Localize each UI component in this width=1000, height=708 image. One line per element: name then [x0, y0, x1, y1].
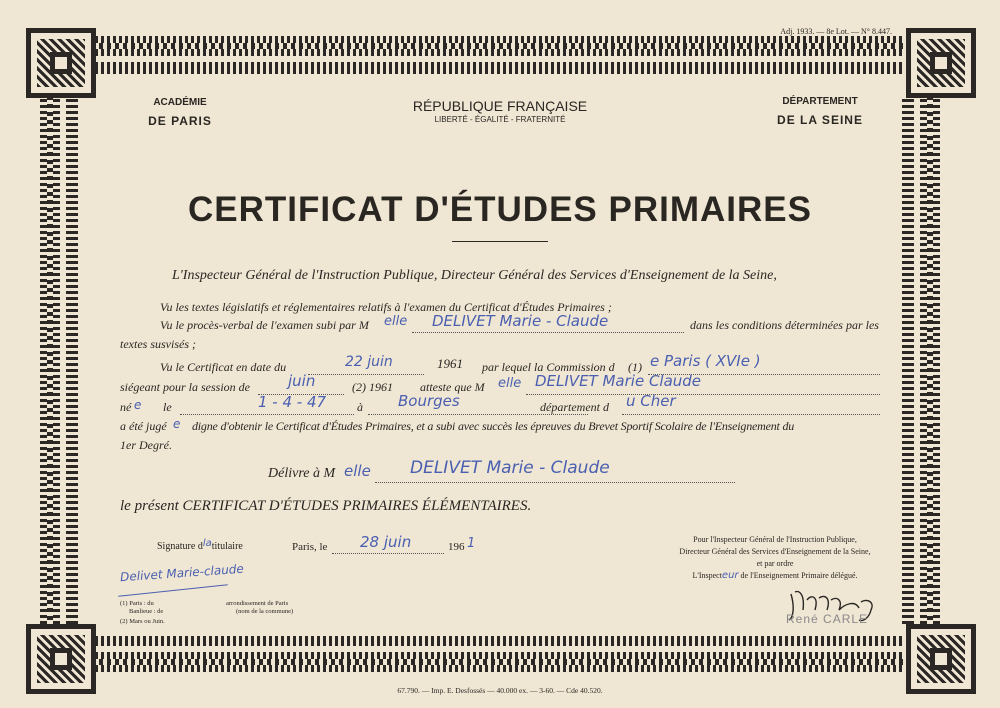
footnote-1a: (1) Paris : du [120, 600, 154, 607]
signature-label [157, 538, 243, 552]
dotline-date-cert [308, 374, 424, 375]
inspector-line-1: Pour l'Inspecteur Général de l'Instruction Publique, [693, 535, 857, 544]
degre-text: 1er Degré. [120, 438, 172, 452]
handwritten-paris-date: 28 juin [360, 533, 412, 551]
handwritten-departement: u Cher [626, 392, 676, 410]
dotline-birthdate [180, 414, 354, 415]
corner-ornament-top-left [26, 28, 96, 98]
vu-proces-verbal: Vu le procès-verbal de l'examen subi par M [160, 318, 369, 332]
republique-devise: LIBERTÉ - ÉGALITÉ - FRATERNITÉ [434, 115, 566, 124]
footnote-arrondissement [226, 600, 293, 616]
footnote-2: (2) Mars ou Juin. [120, 618, 165, 625]
handwritten-la: la [202, 538, 212, 549]
academie-line-2: DE PARIS [148, 114, 212, 128]
handwritten-birthplace: Bourges [398, 392, 460, 410]
handwritten-name-2: DELIVET Marie Claude [535, 372, 702, 390]
intro-text: L'Inspecteur Général de l'Instruction Publique, Directeur Général des Services d'Enseignement de la Seine, [172, 268, 777, 283]
departement-label [755, 96, 885, 127]
departement-line-1: DÉPARTEMENT [782, 96, 858, 107]
inspector-l4b: de l'Enseignement Primaire délégué. [740, 571, 858, 580]
document-title: CERTIFICAT D'ÉTUDES PRIMAIRES [188, 190, 812, 229]
left-border [40, 98, 60, 624]
inspector-l4a: L'Inspect [692, 571, 722, 580]
handwritten-nee-suffix: e [134, 398, 142, 412]
republique-block [360, 98, 640, 124]
footnote-1d: (nom de la commune) [236, 608, 294, 615]
top-border-inner [95, 62, 903, 74]
vu-proces-verbal-end: dans les conditions déterminées par les [690, 318, 879, 332]
corner-ornament-top-right [906, 28, 976, 98]
holder-signature-underline [118, 584, 228, 596]
inspector-line-4 [660, 570, 890, 582]
corner-ornament-bottom-left [26, 624, 96, 694]
inspector-line-2: Directeur Général des Services d'Enseignement de la Seine, [679, 547, 871, 556]
handwritten-melle-3: elle [344, 462, 371, 480]
holder-signature: Delivet Marie-claude [119, 561, 245, 585]
vu-textes: Vu les textes législatifs et réglementaires relatifs à l'examen du Certificat d'Études Primaires ; [160, 300, 612, 314]
adjudication-ref: Adj. 1933. — 8e Lot. — N° 8.447. [780, 27, 892, 36]
handwritten-year-cert: 1961 [437, 356, 463, 371]
a-label: à [357, 400, 363, 414]
right-border [920, 98, 940, 624]
jugee-label: a été jugé [120, 419, 167, 433]
footnote-1b: Banlieue : de [129, 608, 164, 615]
handwritten-name-3: DELIVET Marie - Claude [410, 458, 610, 478]
dotline-name-2 [526, 394, 880, 395]
inspector-stamp-name: René CARLE [786, 612, 869, 626]
session-year: (2) 1961 [352, 380, 393, 394]
bottom-border-inner [95, 636, 903, 646]
handwritten-year-digit: 1 [467, 536, 476, 551]
handwritten-melle-1: elle [384, 314, 408, 329]
dotline-departement [622, 414, 880, 415]
academie-line-1: ACADÉMIE [153, 97, 207, 108]
signature-label-text: Signature d [157, 541, 203, 552]
handwritten-melle-2: elle [498, 376, 522, 391]
handwritten-date-cert: 22 juin [345, 354, 393, 370]
dotline-name-3 [375, 482, 735, 483]
handwritten-session: juin [288, 372, 316, 390]
handwritten-jugee-suffix: e [173, 417, 181, 431]
siege-text: siégeant pour la session de [120, 380, 250, 394]
inspector-block [660, 534, 890, 582]
delivre-label: Délivre à M [268, 466, 336, 481]
top-border [95, 36, 903, 56]
dotline-name-1 [412, 332, 684, 333]
printer-footer: 67.790. — Imp. E. Desfossés — 40.000 ex. — 3-60. — Cde 40.520. [397, 686, 603, 695]
handwritten-name-1: DELIVET Marie - Claude [432, 312, 609, 330]
vu-certificat: Vu le Certificat en date du [160, 360, 287, 374]
nee-label: né [120, 400, 132, 414]
signature-label-titulaire: titulaire [211, 541, 243, 552]
atteste-text: atteste que M [420, 380, 485, 394]
handwritten-commission: e Paris ( XVIe ) [650, 352, 761, 370]
title-ornament-line [452, 241, 548, 242]
handwritten-inspect-eur: eur [721, 570, 739, 581]
left-border-inner [66, 98, 78, 624]
present-certificat: le présent CERTIFICAT D'ÉTUDES PRIMAIRES ÉLÉMENTAIRES. [120, 498, 532, 514]
departement-line-2: DE LA SEINE [777, 113, 863, 127]
inspector-line-3: et par ordre [756, 559, 794, 568]
year-prefix: 196 [448, 541, 465, 553]
textes-susvises: textes susvisés ; [120, 337, 196, 351]
bottom-border [95, 652, 903, 672]
corner-ornament-bottom-right [906, 624, 976, 694]
commission-note-ref: (1) [628, 360, 642, 374]
le-label: le [163, 400, 172, 414]
departement-text: département d [540, 400, 609, 414]
handwritten-birthdate: 1 - 4 - 47 [258, 393, 327, 411]
dotline-paris-date [332, 553, 444, 554]
footnotes [120, 600, 165, 626]
jugee-text: digne d'obtenir le Certificat d'Études Primaires, et a subi avec succès les épreuves du Brevet Sportif Scolaire de l'Enseignement du [192, 419, 795, 433]
right-border-inner [902, 98, 914, 624]
academie-label [130, 97, 230, 128]
commission-text: par lequel la Commission d [482, 360, 615, 374]
footnote-1c: arrondissement de Paris [226, 600, 289, 607]
paris-date-label: Paris, le [292, 541, 328, 553]
republique-title: RÉPUBLIQUE FRANÇAISE [412, 98, 588, 114]
